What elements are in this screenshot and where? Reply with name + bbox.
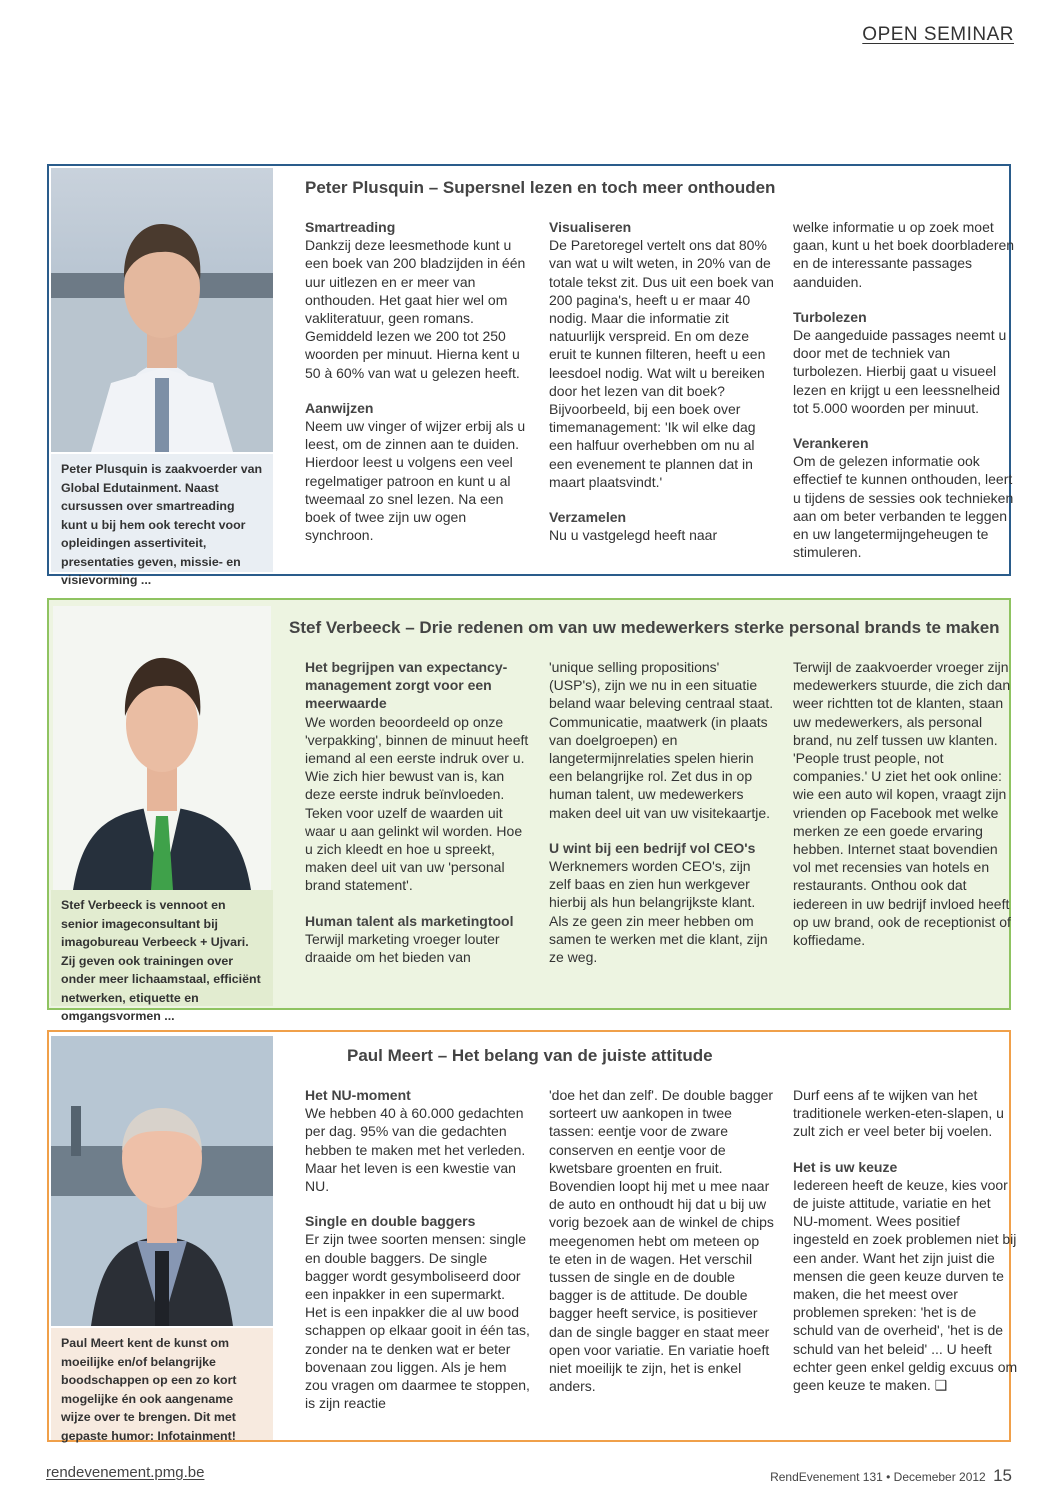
issue-label: RendEvenement 131 • Decemeber 2012 xyxy=(770,1470,986,1484)
page-number: 15 xyxy=(993,1466,1012,1485)
paragraph: welke informatie u op zoek moet gaan, kunt u het boek doorbladeren en de interessante passages aanduiden. xyxy=(793,219,1015,290)
portrait-paul-meert xyxy=(51,1036,273,1326)
article-peter-plusquin xyxy=(47,164,1015,587)
text-column-2 xyxy=(549,658,774,966)
subheading: Visualiseren xyxy=(549,219,632,235)
subheading: Het NU-moment xyxy=(305,1087,411,1103)
paragraph: Neem uw vinger of wijzer erbij als u leest, om de zinnen aan te duiden. Hierdoor leest u volgens een veel regelmatiger patroon en kunt u al tweemaal zo snel lezen. Na een boek of twee zijn uw ogen synchroon. xyxy=(305,418,526,544)
paragraph: Er zijn twee soorten mensen: single en double baggers. De single bagger wordt gesymboliseerd door een inpakker in een supermarkt. Het is een inpakker die al uw bood schappen op elkaar gooit in één tas, zonder na te denken wat er beter bovenaan zou liggen. Als je hem zou vragen om daarmee te stoppen, is zijn reactie xyxy=(305,1231,530,1412)
paragraph: Nu u vastgelegd heeft naar xyxy=(549,527,718,544)
paragraph: De Paretoregel vertelt ons dat 80% van wat u wilt weten, in 20% van de totale tekst zit. Dus uit een boek van 200 pagina's, heeft u er maar 40 nodig. Maar die informatie zit natuurlijk verspreid. En om deze eruit te kunnen filteren, heeft u een leesdoel nodig. Wat wilt u bereiken door het lezen van dit boek? Bijvoorbeeld, bij een boek over timemanagement: 'Ik wil elke dag een halfuur overhebben om nu al een evenement te plannen dat in maart plaatsvindt.' xyxy=(549,237,774,490)
bio-caption: Paul Meert kent de kunst om moeilijke en/of belangrijke boodschappen op een zo kort mogelijke én ook aangename wijze over te brengen. Dit met gepaste humor: Infotainment! xyxy=(51,1328,273,1440)
paragraph: De aangeduide passages neemt u door met de techniek van turbolezen. Hierbij gaat u visueel lezen en krijgt u een leessnelheid tot 5.000 woorden per minuut. xyxy=(793,327,1007,416)
paragraph: Om de gelezen informatie ook effectief te kunnen onthouden, leert u tijdens de sessies ook technieken aan om beter verbanden te leggen en uw langetermijngeheugen te stimuleren. xyxy=(793,453,1014,561)
subheading: Verankeren xyxy=(793,435,869,452)
paragraph: 'unique selling propositions' (USP's), zijn we nu in een situatie beland waar beleving centraal staat. Communicatie, maatwerk (in plaats van doelgroepen) en langetermijnrelaties spelen hierin een belangrijke rol. Zet dus in op human talent, uw medewerkers maken deel uit van uw visitekaartje. xyxy=(549,659,774,821)
article-title: Stef Verbeeck – Drie redenen om van uw medewerkers sterke personal brands te maken xyxy=(289,618,1000,637)
bio-caption: Stef Verbeeck is vennoot en senior imageconsultant bij imagobureau Verbeeck + Ujvari. Zij geven ook trainingen over onder meer lichaamstaal, efficiënt netwerken, etiquette en omgangsvormen ... xyxy=(51,890,273,1006)
paragraph: 'doe het dan zelf'. De double bagger sorteert uw aankopen in twee tassen: eentje voor de zware conserven en eentje voor de kwetsbare groenten en fruit. Bovendien loopt hij met u mee naar de auto en onthoudt hij dat u bij uw vorig bezoek aan de winkel de chips meegenomen hebt om meteen op te eten in de wagen. Het verschil tussen de single en de double bagger is de attitude. De double bagger heeft service, is positiever dan de single bagger en staat meer open voor variatie. En variatie hoeft niet moeilijk te zijn, het is enkel anders. xyxy=(549,1087,774,1395)
paragraph: Dankzij deze leesmethode kunt u een boek van 200 bladzijden in één uur uitlezen en er meer van onthouden. Het gaat hier wel om vakliteratuur, geen romans. Gemiddeld lezen we 200 tot 250 woorden per minuut. Hierna kent u 50 à 60% van wat u gelezen heeft. xyxy=(305,237,526,381)
text-column-2 xyxy=(549,218,774,544)
text-column-1 xyxy=(305,658,530,966)
subheading: Single en double baggers xyxy=(305,1213,476,1230)
article-title: Paul Meert – Het belang van de juiste attitude xyxy=(347,1046,713,1065)
article-stef-verbeeck xyxy=(47,598,1011,1023)
article-paul-meert xyxy=(47,1030,1018,1443)
issue-info xyxy=(770,1466,1012,1486)
subheading: Aanwijzen xyxy=(305,399,374,416)
text-column-3 xyxy=(793,1086,1018,1394)
portrait-peter-plusquin xyxy=(51,168,273,452)
subheading: Smartreading xyxy=(305,219,396,235)
paragraph: We worden beoordeeld op onze 'verpakking', binnen de minuut heeft iemand al een eerste indruk over u. Wie zich hier bewust van is, kan deze eerste indruk beïnvloeden. Teken voor uzelf de waarden uit waar u aan gelinkt wil worden. Hoe u zich kleedt en hoe u spreekt, maken deel uit van uw 'personal brand statement'. xyxy=(305,713,529,894)
text-column-3 xyxy=(793,658,1018,949)
paragraph: Durf eens af te wijken van het traditionele werken-eten-slapen, u zult zich er veel beter bij voelen. xyxy=(793,1087,1004,1140)
text-column-1 xyxy=(305,218,530,544)
section-label: OPEN SEMINAR xyxy=(862,24,1014,45)
text-column-2 xyxy=(549,1086,774,1395)
text-column-3 xyxy=(793,218,1018,561)
paragraph: Terwijl de zaakvoerder vroeger zijn medewerkers stuurde, die zich dan weer richtten tot de klanten, staan uw medewerkers, als personal brand, nu zelf tussen uw klanten. 'People trust people, not companies.' U ziet het ook online: wie een auto wil kopen, vraagt zijn vrienden op Facebook met welke merken ze een goede ervaring hebben. Internet staat bovendien vol met recensies van hotels en restaurants. Onthou ook dat iedereen in uw bedrijf invloed heeft op uw brand, ook de receptionist of koffiedame. xyxy=(793,659,1011,949)
subheading: Het is uw keuze xyxy=(793,1158,898,1175)
article-title: Peter Plusquin – Supersnel lezen en toch meer onthouden xyxy=(305,178,776,197)
paragraph: Iedereen heeft de keuze, kies voor de juiste attitude, variatie en het NU-moment. Wees positief ingesteld en zoek problemen niet bij een ander. Want het zijn juist die mensen die geen keuze durven te maken, die het meest over problemen spreken: 'het is de schuld van de overheid', 'het is de schuld van het beleid' ... U heeft echter geen enkel geldig excuus om geen keuze te maken. ❑ xyxy=(793,1176,1018,1394)
subheading: Het begrijpen van expectancy-management zorgt voor een meerwaarde xyxy=(305,659,508,712)
paragraph: We hebben 40 à 60.000 gedachten per dag. 95% van die gedachten hebben te maken met het verleden. Maar het leven is een kwestie van NU. xyxy=(305,1105,526,1195)
subheading: Verzamelen xyxy=(549,509,627,526)
bio-caption: Peter Plusquin is zaakvoerder van Global Edutainment. Naast cursussen over smartreading kunt u bij hem ook terecht voor opleidingen assertiviteit, presentaties geven, missie- en visievorming ... xyxy=(51,454,273,572)
paragraph: Werknemers worden CEO's, zijn zelf baas en zien hun werkgever hierbij als hun belangrijkste klant. Als ze geen zin meer hebben om samen te werken met die klant, zijn ze weg. xyxy=(549,858,768,966)
paragraph: Terwijl marketing vroeger louter draaide om het bieden van xyxy=(305,930,500,966)
subheading: Human talent als marketingtool xyxy=(305,912,514,929)
text-column-1 xyxy=(305,1086,530,1412)
portrait-stef-verbeeck xyxy=(53,606,271,890)
subheading: U wint bij een bedrijf vol CEO's xyxy=(549,839,756,856)
website-link[interactable]: rendevenement.pmg.be xyxy=(46,1464,205,1481)
subheading: Turbolezen xyxy=(793,308,867,325)
